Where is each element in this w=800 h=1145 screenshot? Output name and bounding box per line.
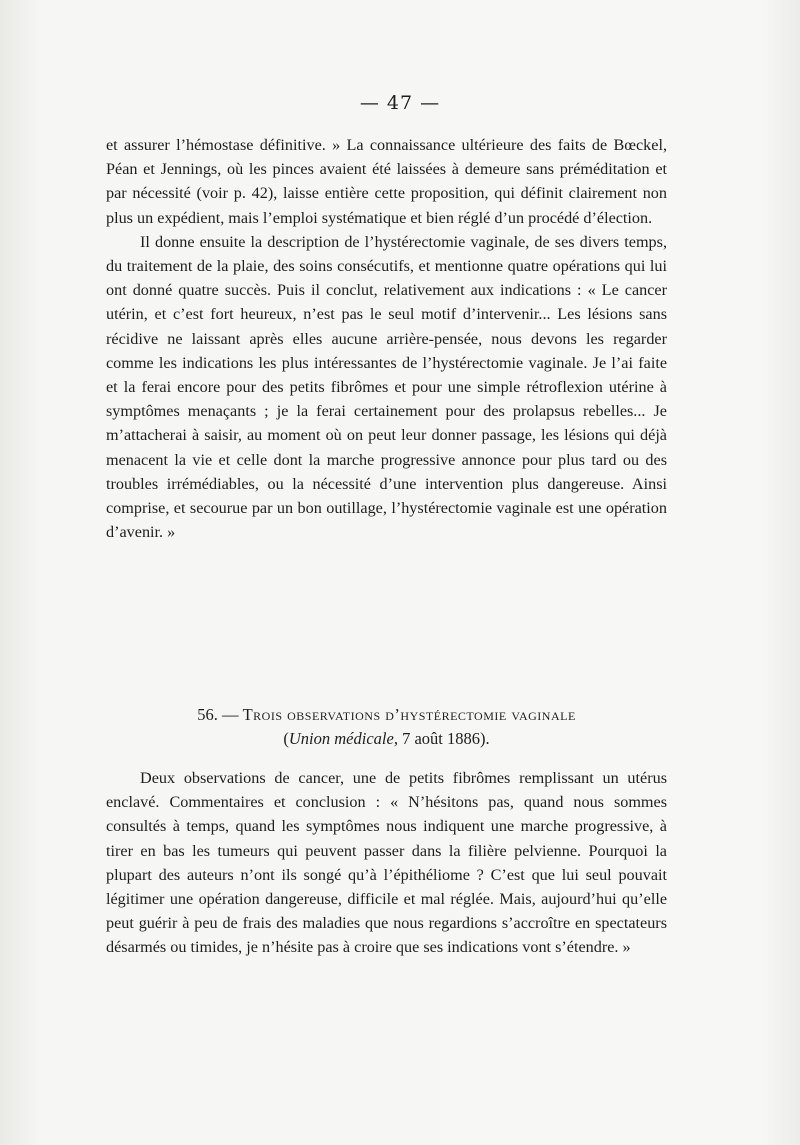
section-source-line: (Union médicale, 7 août 1886). (283, 729, 490, 748)
text-block-top (106, 133, 667, 544)
section-number: 56. — (197, 705, 239, 724)
section-title-line (106, 703, 667, 727)
paragraph-3: Deux observations de cancer, une de petits fibrômes remplissant un utérus enclavé. Commentaires et conclusion : « N’hésitons pas, quand nous sommes consultés à temps, quand les symptômes nous indiquent une marche progressive, à tirer en bas les tumeurs qui peuvent passer dans la filière pelvienne. Pourquoi la plupart des auteurs n’ont ils songé qu’à l’épithéliome ? C’est que lui seul pouvait légitimer une opération dangereuse, difficile et mal réglée. Mais, aujourd’hui qu’elle peut guérir à peu de frais des maladies que nous regardions s’accroître en spectateurs désarmés ou timides, je n’hésite pas à croire que ses indications vont s’étendre. » (106, 769, 667, 957)
paragraph-1: et assurer l’hémostase définitive. » La connaissance ultérieure des faits de Bœckel, Péan et Jennings, où les pinces avaient été laissées à demeure sans préméditation et par nécessité (voir p. 42), laisse entière cette proposition, qui définit clairement non plus un expédient, mais l’emploi systématique et bien réglé d’un procédé d’élection. (106, 136, 667, 227)
section-title: Trois observations d’hystérectomie vaginale (242, 705, 576, 724)
page-number: — 47 — (359, 92, 441, 114)
source-journal: Union médicale (288, 729, 394, 748)
section-heading (106, 703, 667, 751)
paragraph-2: Il donne ensuite la description de l’hystérectomie vaginale, de ses divers temps, du traitement de la plaie, des soins consécutifs, et mentionne quatre opérations qui lui ont donné quatre succès. Puis il conclut, relativement aux indications : « Le cancer utérin, et c’est fort heureux, n’est pas le seul motif d’intervenir... Les lésions sans récidive ne laissant après elles aucune arrière-pensée, nous devons les regarder comme les indications les plus intéressantes de l’hystérectomie vaginale. Je l’ai faite et la ferai encore pour des petits fibrômes et pour une simple rétroflexion utérine à symptômes menaçants ; je la ferai certainement pour des prolapsus rebelles... Je m’attacherai à saisir, au moment où on peut leur donner passage, les lésions qui déjà menacent la vie et celle dont la marche progressive annonce pour plus tard ou des troubles irrémédiables, ou la nécessité d’une intervention plus dangereuse. Ainsi comprise, et secourue par un bon outillage, l’hystérectomie vaginale est une opération d’avenir. » (106, 232, 667, 542)
source-date: , 7 août 1886). (393, 729, 490, 748)
text-block-bottom (106, 766, 667, 960)
